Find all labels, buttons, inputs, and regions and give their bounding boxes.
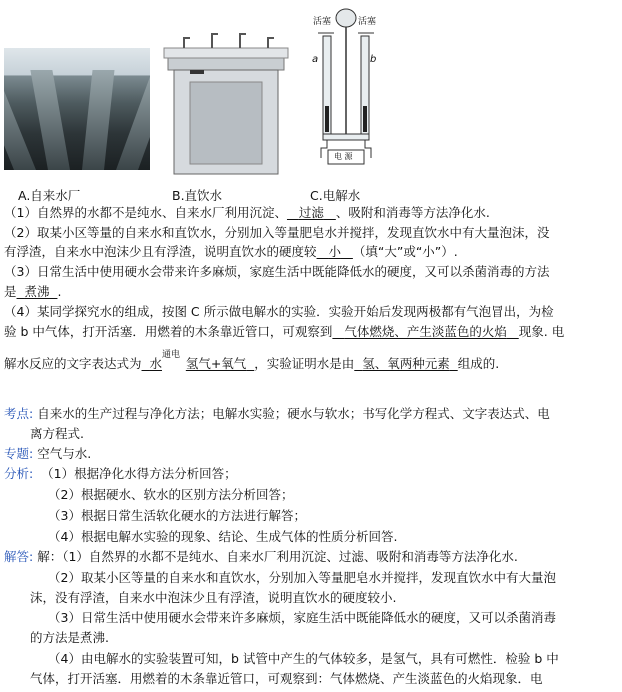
figure-c-caption: C.电解水 bbox=[310, 188, 361, 203]
question-3-line-1: （3）日常生活中使用硬水会带来许多麻烦，家庭生活中既能降低水的硬度，又可以杀菌消毒的方法 bbox=[4, 264, 550, 279]
jieda-line-2: （2）取某小区等量的自来水和直饮水，分别加入等量肥皂水并搅拌，发现直饮水中有大量泡 bbox=[48, 570, 556, 585]
answer-4b: 氢气+氧气 bbox=[185, 356, 247, 371]
zhuanti-label: 专题: bbox=[4, 446, 34, 461]
power-label: 电 源 bbox=[334, 152, 353, 161]
fenxi-line-2: （2）根据硬水、软水的区别方法分析回答； bbox=[48, 487, 294, 502]
question-2-line-1: （2）取某小区等量的自来水和直饮水，分别加入等量肥皂水并搅拌，发现直饮水中有大量泡沫，没 bbox=[4, 225, 550, 240]
answer-3: 煮沸 bbox=[24, 284, 50, 299]
kaodian-line-1: 考点: 自来水的生产过程与净化方法；电解水实验；硬水与软水；书写化学方程式、文字表达式、电 bbox=[4, 406, 550, 421]
jieda-line-7: 气体，打开活塞．用燃着的木条靠近管口，可观察到：气体燃烧、产生淡蓝色的火焰现象．电 bbox=[30, 671, 543, 686]
question-4-line-1: （4）某同学探究水的组成，按图 C 所示做电解水的实验．实验开始后发现两极都有气泡冒出，为检 bbox=[4, 304, 554, 319]
answer-2: 小 bbox=[328, 244, 341, 259]
fenxi-label: 分析: bbox=[4, 466, 34, 481]
question-4-line-3: 解水反应的文字表达式为 水 通电 氢气+氧气 ，实验证明水是由 氢、氧两种元素 组成的. bbox=[4, 355, 499, 373]
fenxi-line-1: 分析: （1）根据净化水得方法分析回答； bbox=[4, 466, 237, 481]
jieda-line-1: 解答: 解：（1）自然界的水都不是纯水、自来水厂利用沉淀、过滤、吸附和消毒等方法净化水. bbox=[4, 549, 518, 564]
jieda-label: 解答: bbox=[4, 549, 34, 564]
jieda-line-5: 的方法是煮沸. bbox=[30, 630, 109, 645]
stopcock-left-label: 活塞 bbox=[313, 17, 332, 27]
equation-condition: 通电 bbox=[161, 350, 180, 360]
kaodian-label: 考点: bbox=[4, 406, 34, 421]
kaodian-line-2: 离方程式. bbox=[30, 426, 84, 441]
answer-1: 过滤 bbox=[298, 205, 324, 220]
jieda-line-4: （3）日常生活中使用硬水会带来许多麻烦，家庭生活中既能降低水的硬度，又可以杀菌消毒 bbox=[48, 610, 556, 625]
question-1: （1）自然界的水都不是纯水、自来水厂利用沉淀、 过滤 、吸附和消毒等方法净化水. bbox=[4, 205, 490, 220]
water-dispenser-image bbox=[160, 26, 290, 176]
figure-b-caption: B.直饮水 bbox=[172, 188, 223, 203]
tube-b-label: b bbox=[370, 54, 377, 65]
zhuanti-line: 专题: 空气与水. bbox=[4, 446, 92, 461]
jieda-line-6: （4）由电解水的实验装置可知，b 试管中产生的气体较多，是氢气，具有可燃性．检验 b 中 bbox=[48, 651, 559, 666]
answer-4a: 气体燃烧、产生淡蓝色的火焰 bbox=[344, 324, 507, 339]
answer-4c: 氢、氧两种元素 bbox=[362, 356, 450, 371]
question-4-line-2: 验 b 中气体，打开活塞．用燃着的木条靠近管口，可观察到 气体燃烧、产生淡蓝色的火焰 现象. 电 bbox=[4, 324, 565, 339]
tube-a-label: a bbox=[312, 54, 319, 65]
water-plant-photo bbox=[4, 48, 150, 170]
jieda-line-3: 沫，没有浮渣，自来水中泡沫少且有浮渣，说明直饮水的硬度较小. bbox=[30, 590, 397, 605]
question-2-line-2: 有浮渣，自来水中泡沫少且有浮渣，说明直饮水的硬度较 小 （填“大”或“小”）. bbox=[4, 244, 458, 259]
fenxi-line-4: （4）根据电解水实验的现象、结论、生成气体的性质分析回答. bbox=[48, 529, 398, 544]
stopcock-right-label: 活塞 bbox=[358, 17, 377, 27]
figure-a-caption: A.自来水厂 bbox=[18, 188, 81, 203]
fenxi-line-3: （3）根据日常生活软化硬水的方法进行解答； bbox=[48, 508, 306, 523]
question-3-line-2: 是 煮沸 . bbox=[4, 284, 62, 299]
